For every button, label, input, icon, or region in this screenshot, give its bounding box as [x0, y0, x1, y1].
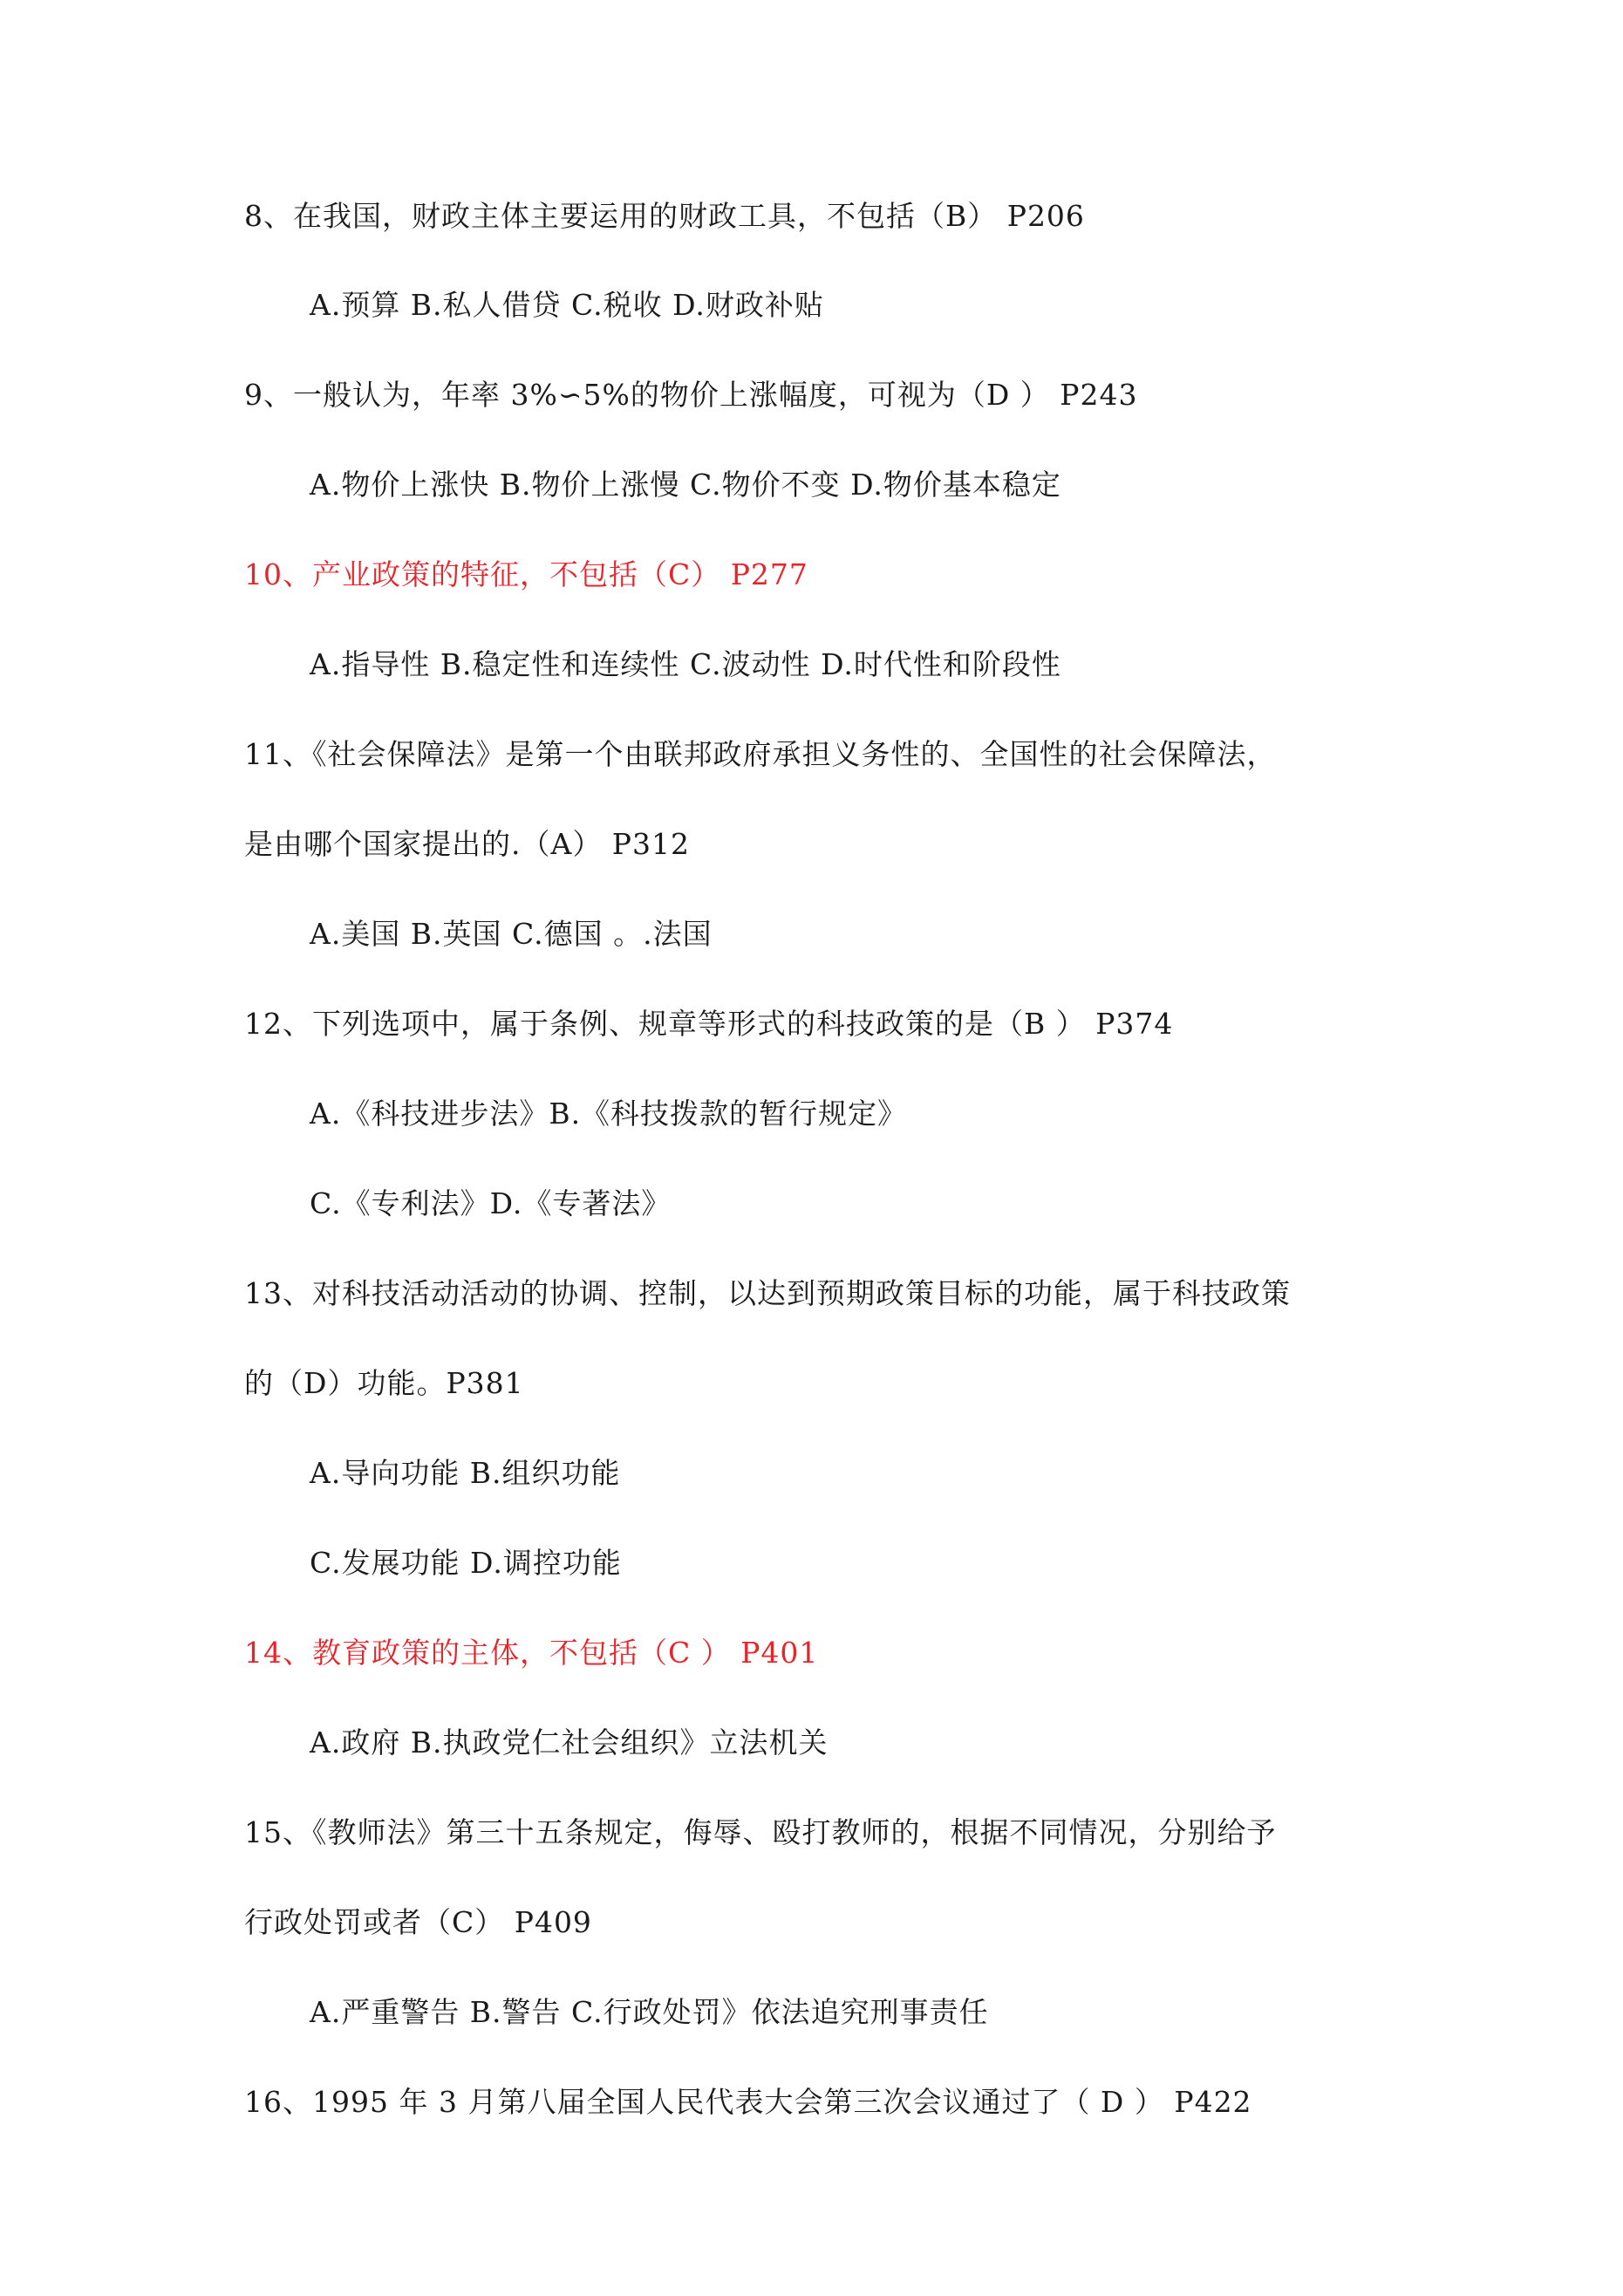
question-14-options: A.政府 B.执政党仁社会组织》立法机关 — [310, 1725, 829, 1760]
question-15: 15、《教师法》第三十五条规定，侮辱、殴打教师的，根据不同情况，分别给予 — [244, 1815, 1277, 1849]
question-13-options-ab: A.导向功能 B.组织功能 — [310, 1456, 621, 1490]
question-12: 12、下列选项中，属于条例、规章等形式的科技政策的是（B ） P374 — [244, 1007, 1174, 1041]
question-15-options: A.严重警告 B.警告 C.行政处罚》依法追究刑事责任 — [310, 1995, 989, 2029]
question-11-options: A.美国 B.英国 C.德国 。.法国 — [310, 917, 713, 951]
question-16: 16、1995 年 3 月第八届全国人民代表大会第三次会议通过了（ D ） P422 — [244, 2085, 1252, 2119]
question-11: 11、《社会保障法》是第一个由联邦政府承担义务性的、全国性的社会保障法， — [244, 737, 1277, 771]
question-9: 9、一般认为，年率 3%∽5%的物价上涨幅度，可视为（D ） P243 — [244, 378, 1138, 412]
question-14: 14、教育政策的主体，不包括（C ） P401 — [244, 1636, 819, 1670]
question-10: 10、产业政策的特征，不包括（C） P277 — [244, 557, 808, 591]
question-8: 8、在我国，财政主体主要运用的财政工具，不包括（B） P206 — [244, 199, 1085, 233]
question-12-options-cd: C.《专利法》D.《专著法》 — [310, 1186, 672, 1220]
question-13-options-cd: C.发展功能 D.调控功能 — [310, 1546, 622, 1580]
question-8-options: A.预算 B.私人借贷 C.税收 D.财政补贴 — [310, 288, 824, 322]
question-9-options: A.物价上涨快 B.物价上涨慢 C.物价不变 D.物价基本稳定 — [310, 468, 1061, 502]
question-10-options: A.指导性 B.稳定性和连续性 C.波动性 D.时代性和阶段性 — [310, 647, 1061, 681]
question-12-options-ab: A.《科技进步法》B.《科技拨款的暂行规定》 — [310, 1097, 908, 1131]
question-15-continued: 行政处罚或者（C） P409 — [244, 1905, 592, 1939]
question-13-continued: 的（D）功能。P381 — [244, 1366, 524, 1400]
question-13: 13、对科技活动活动的协调、控制，以达到预期政策目标的功能，属于科技政策 — [244, 1276, 1291, 1310]
question-11-continued: 是由哪个国家提出的.（A） P312 — [244, 827, 691, 861]
